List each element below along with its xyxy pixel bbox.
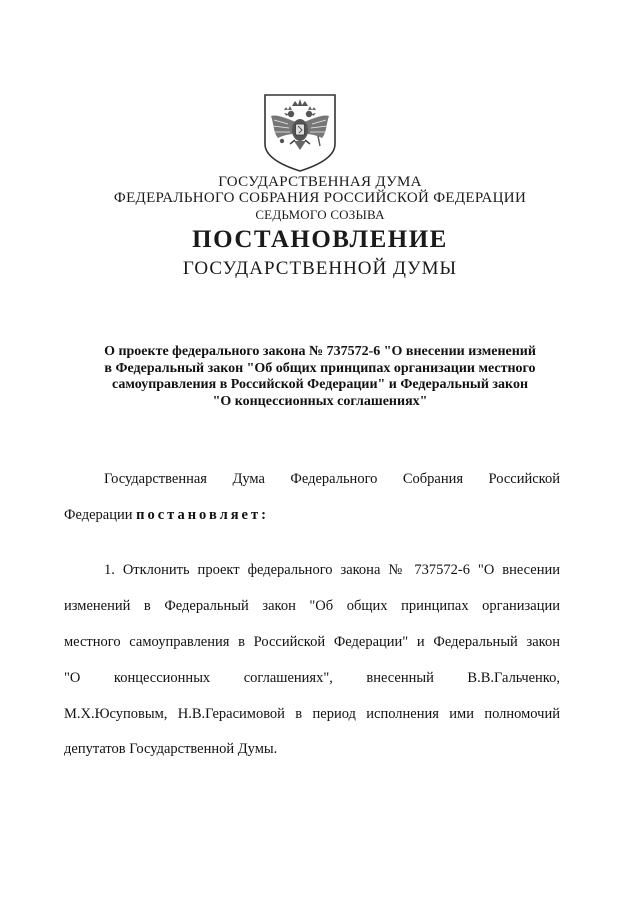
document-title: ПОСТАНОВЛЕНИЕ — [192, 226, 448, 253]
document-subtitle: ГОСУДАРСТВЕННОЙ ДУМЫ — [182, 258, 458, 279]
preamble-text: Федерации — [64, 507, 133, 523]
item-line: изменений в Федеральный закон "Об общих принципах организации — [64, 598, 560, 614]
document-subject — [60, 344, 580, 410]
preamble-line — [64, 506, 560, 524]
item-line: "О концессионных соглашениях", внесенный В.В.Гальченко, — [64, 670, 560, 686]
subject-line: О проекте федерального закона № 737572-6 "О внесении изменений — [104, 344, 536, 359]
header-org-line-2: ФЕДЕРАЛЬНОГО СОБРАНИЯ РОССИЙСКОЙ ФЕДЕРАЦИИ — [113, 190, 527, 206]
item-line: 1. Отклонить проект федерального закона № 737572-6 "О внесении — [104, 562, 560, 578]
item-line: местного самоуправления в Российской Федерации" и Федеральный закон — [64, 634, 560, 650]
preamble-line: Государственная Дума Федерального Собрания Российской — [104, 471, 560, 487]
header-org-line: ГОСУДАРСТВЕННАЯ ДУМА — [218, 174, 422, 190]
item-line: М.Х.Юсуповым, Н.В.Герасимовой в период исполнения ими полномочий — [64, 706, 560, 722]
subject-line: самоуправления в Российской Федерации" и Федеральный закон — [111, 377, 529, 392]
item-line: депутатов Государственной Думы. — [64, 741, 278, 757]
resolution-verb: постановляет: — [136, 507, 269, 523]
coat-of-arms-icon — [262, 92, 338, 174]
subject-line: "О концессионных соглашениях" — [212, 393, 428, 409]
header-convocation: СЕДЬМОГО СОЗЫВА — [255, 207, 385, 222]
subject-line: в Федеральный закон "Об общих принципах организации местного — [104, 360, 536, 376]
